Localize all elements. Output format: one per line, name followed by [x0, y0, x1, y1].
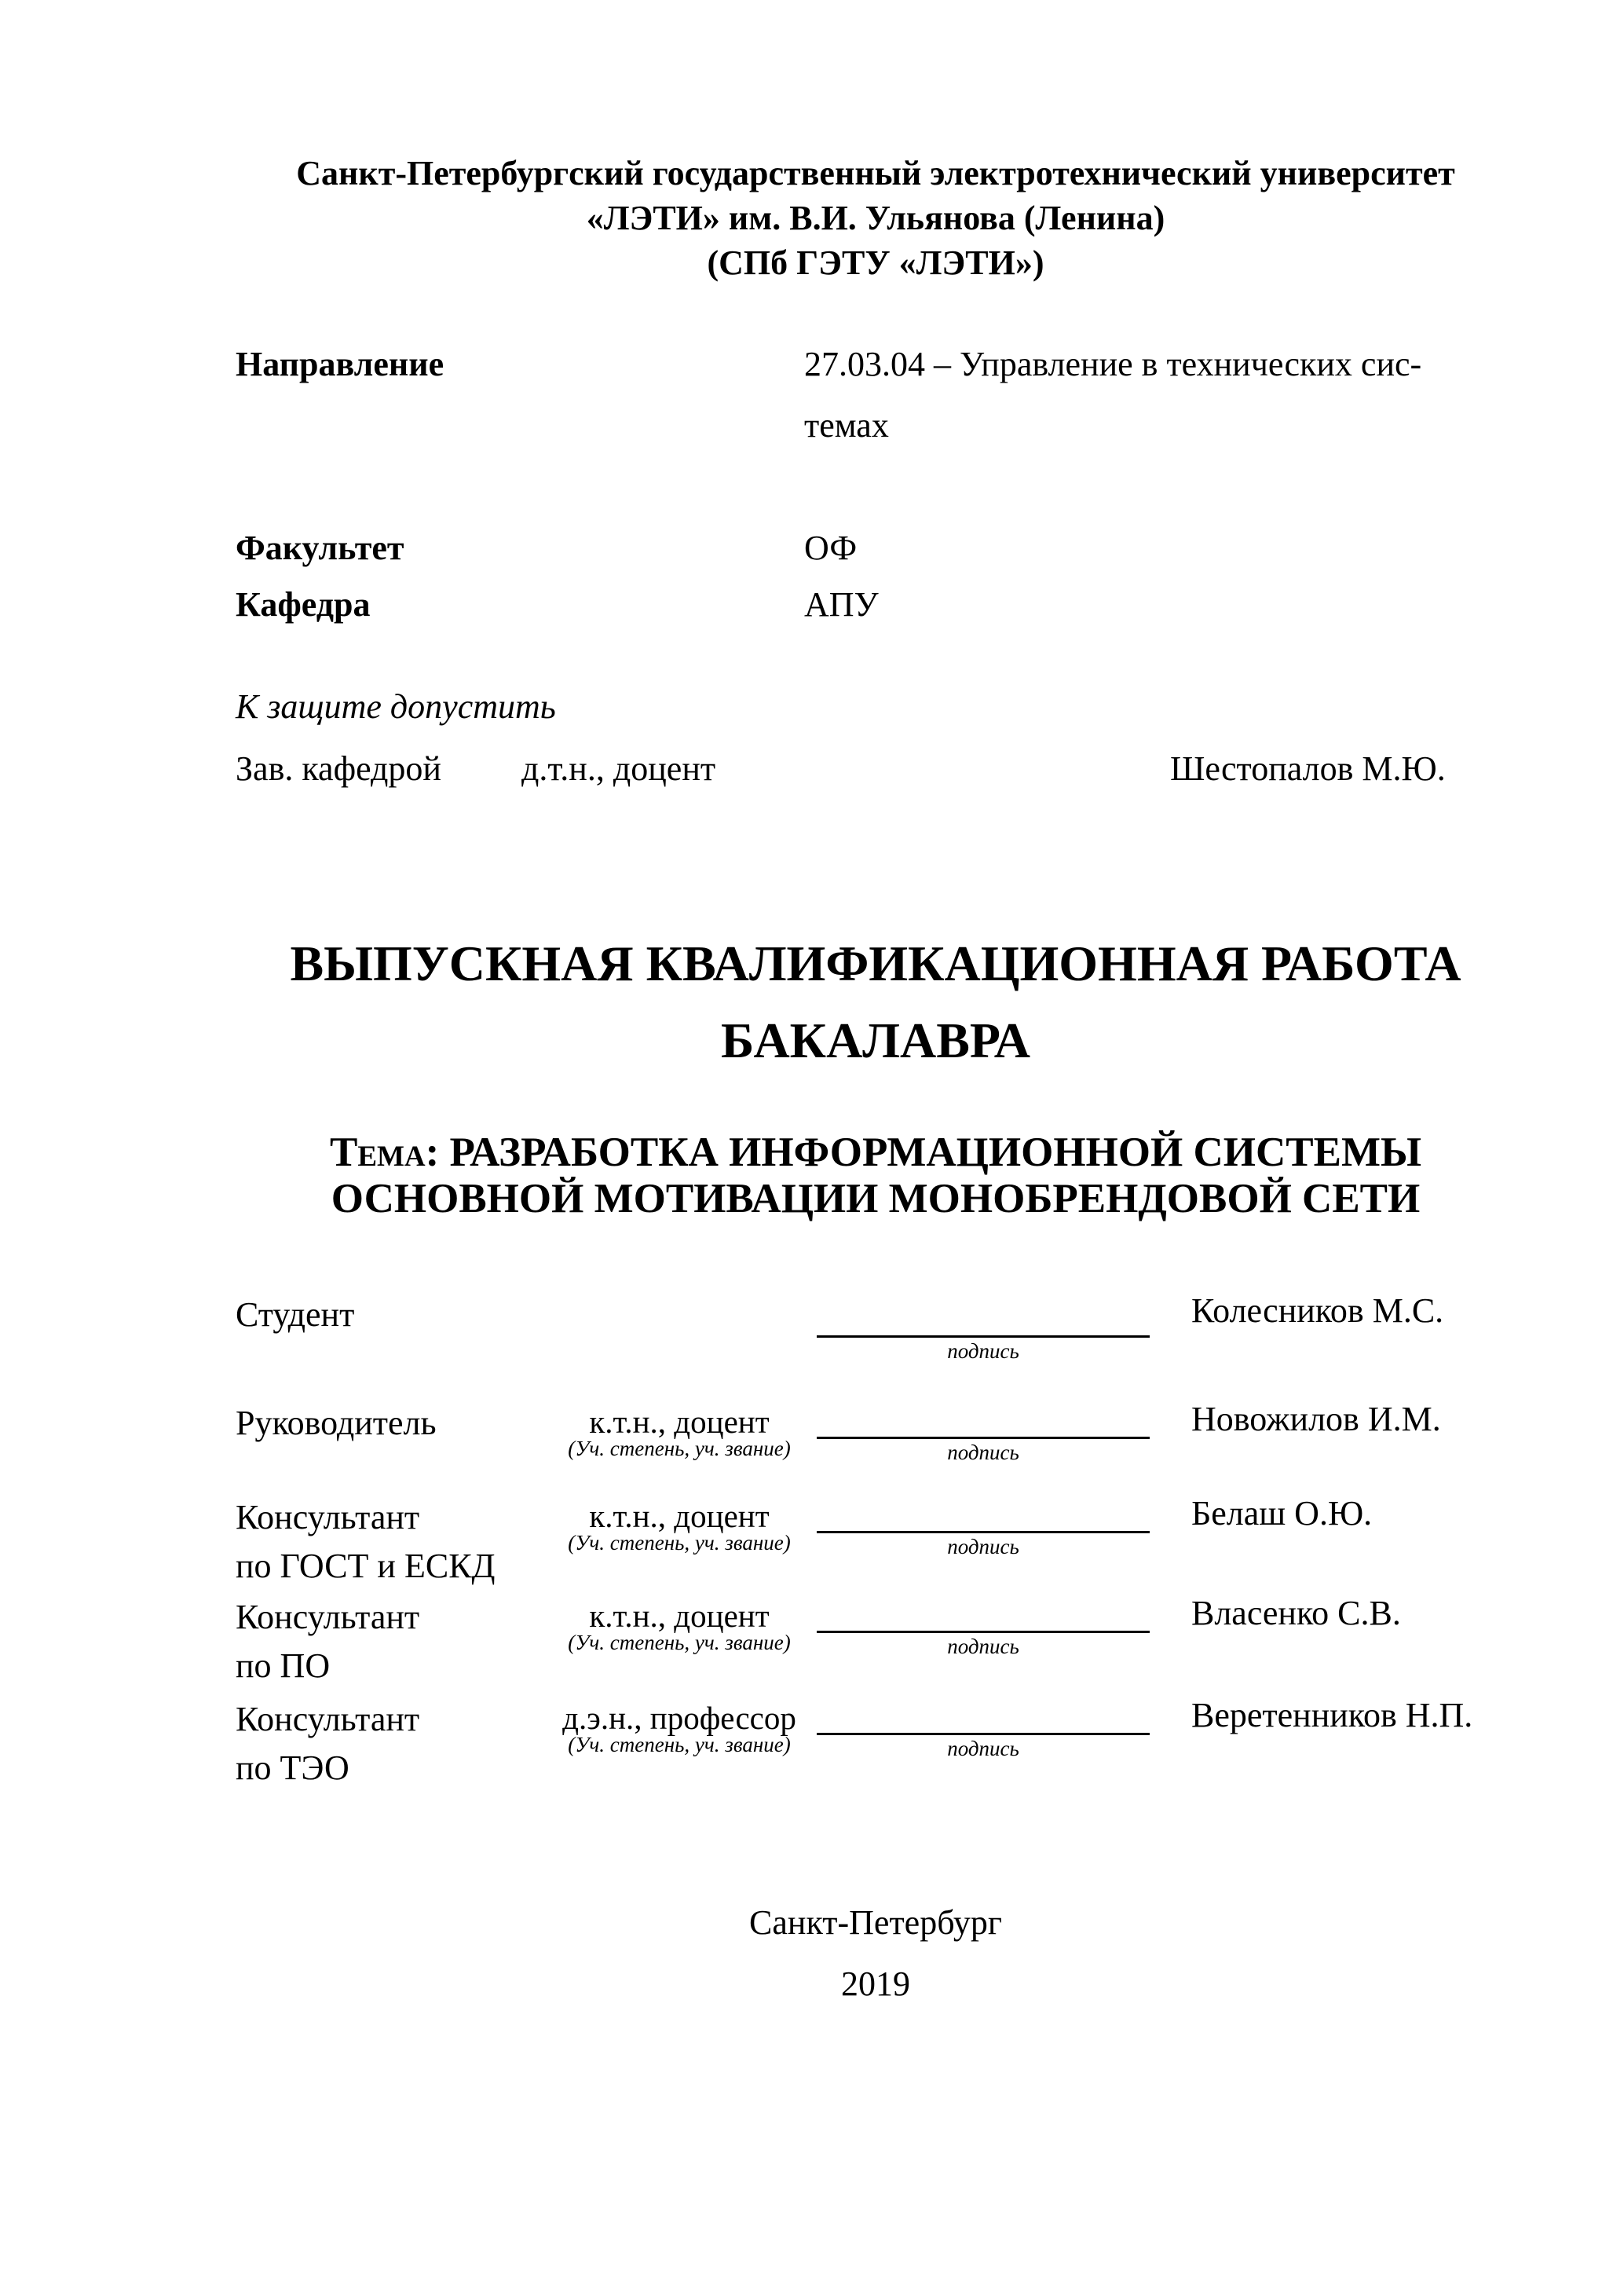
admission-statement: К защите допустить — [236, 687, 556, 726]
role-label-line1: Консультант — [236, 1498, 420, 1536]
signature-line — [817, 1413, 1150, 1439]
signer-name: Власенко С.В. — [1191, 1594, 1401, 1632]
work-title-line2: БАКАЛАВРА — [720, 1013, 1031, 1068]
signature-caption: подпись — [947, 1635, 1019, 1658]
university-name-line2: «ЛЭТИ» им. В.И. Ульянова (Ленина) — [586, 199, 1165, 237]
department-value: АПУ — [804, 585, 879, 624]
degree-label: д.э.н., профессор — [562, 1700, 796, 1736]
head-of-department-role: Зав. кафедрой — [236, 749, 441, 788]
signature-caption: подпись — [947, 1441, 1019, 1464]
signer-name: Новожилов И.М. — [1191, 1400, 1441, 1438]
degree-note: (Уч. степень, уч. звание) — [568, 1531, 791, 1554]
role-label-line1: Консультант — [236, 1598, 420, 1636]
role-label — [236, 1695, 419, 1792]
role-label-line2: по ГОСТ и ЕСКД — [236, 1547, 496, 1585]
signer-name: Белаш О.Ю. — [1191, 1494, 1373, 1532]
role-label-line2: по ТЭО — [236, 1749, 349, 1787]
degree-note: (Уч. степень, уч. звание) — [568, 1631, 791, 1654]
role-label — [236, 1493, 496, 1591]
theme-title-line1 — [173, 1129, 1578, 1176]
faculty-value: ОФ — [804, 529, 858, 567]
role-label — [236, 1291, 354, 1339]
signature-line — [817, 1312, 1150, 1338]
direction-value-line2: темах — [804, 406, 889, 445]
faculty-label: Факультет — [236, 529, 404, 567]
university-name-line1: Санкт-Петербургский государственный электротехнический университет — [296, 154, 1455, 192]
direction-value-line1: 27.03.04 – Управление в технических сис- — [804, 345, 1422, 383]
signature-row-consultant-gost — [0, 1493, 1624, 1597]
theme-label: Тема: — [329, 1130, 440, 1175]
theme-title-line2: ОСНОВНОЙ МОТИВАЦИИ МОНОБРЕНДОВОЙ СЕТИ — [331, 1176, 1421, 1221]
signature-line — [817, 1507, 1150, 1533]
footer-year: 2019 — [841, 1965, 910, 2003]
signature-line — [817, 1709, 1150, 1735]
signer-name: Веретенников Н.П. — [1191, 1696, 1473, 1734]
degree-label: к.т.н., доцент — [589, 1598, 770, 1634]
footer-city: Санкт-Петербург — [749, 1903, 1002, 1942]
department-label: Кафедра — [236, 585, 371, 624]
signature-row-student — [0, 1291, 1624, 1394]
university-header — [173, 151, 1578, 285]
work-title-line1: ВЫПУСКНАЯ КВАЛИФИКАЦИОННАЯ РАБОТА — [290, 936, 1461, 991]
role-label — [236, 1399, 437, 1448]
signature-row-consultant-teo — [0, 1695, 1624, 1799]
degree-label: к.т.н., доцент — [589, 1404, 770, 1440]
direction-label: Направление — [236, 345, 444, 383]
signature-caption: подпись — [947, 1737, 1019, 1760]
head-of-department-name: Шестопалов М.Ю. — [1170, 749, 1446, 788]
degree-note: (Уч. степень, уч. звание) — [568, 1733, 791, 1756]
signer-name: Колесников М.С. — [1191, 1291, 1444, 1330]
role-label — [236, 1593, 419, 1690]
signature-line — [817, 1607, 1150, 1633]
role-label-line1: Консультант — [236, 1700, 420, 1738]
head-of-department-degree: д.т.н., доцент — [521, 749, 716, 788]
role-label-line1: Студент — [236, 1295, 355, 1334]
degree-label: к.т.н., доцент — [589, 1498, 770, 1534]
signature-caption: подпись — [947, 1339, 1019, 1363]
theme-text-line1: РАЗРАБОТКА ИНФОРМАЦИОННОЙ СИСТЕМЫ — [449, 1130, 1422, 1175]
signature-caption: подпись — [947, 1535, 1019, 1558]
degree-note: (Уч. степень, уч. звание) — [568, 1437, 791, 1460]
role-label-line1: Руководитель — [236, 1404, 437, 1442]
signature-row-consultant-po — [0, 1593, 1624, 1697]
university-name-line3: (СПб ГЭТУ «ЛЭТИ») — [707, 244, 1044, 282]
signature-row-supervisor — [0, 1399, 1624, 1503]
role-label-line2: по ПО — [236, 1646, 331, 1685]
